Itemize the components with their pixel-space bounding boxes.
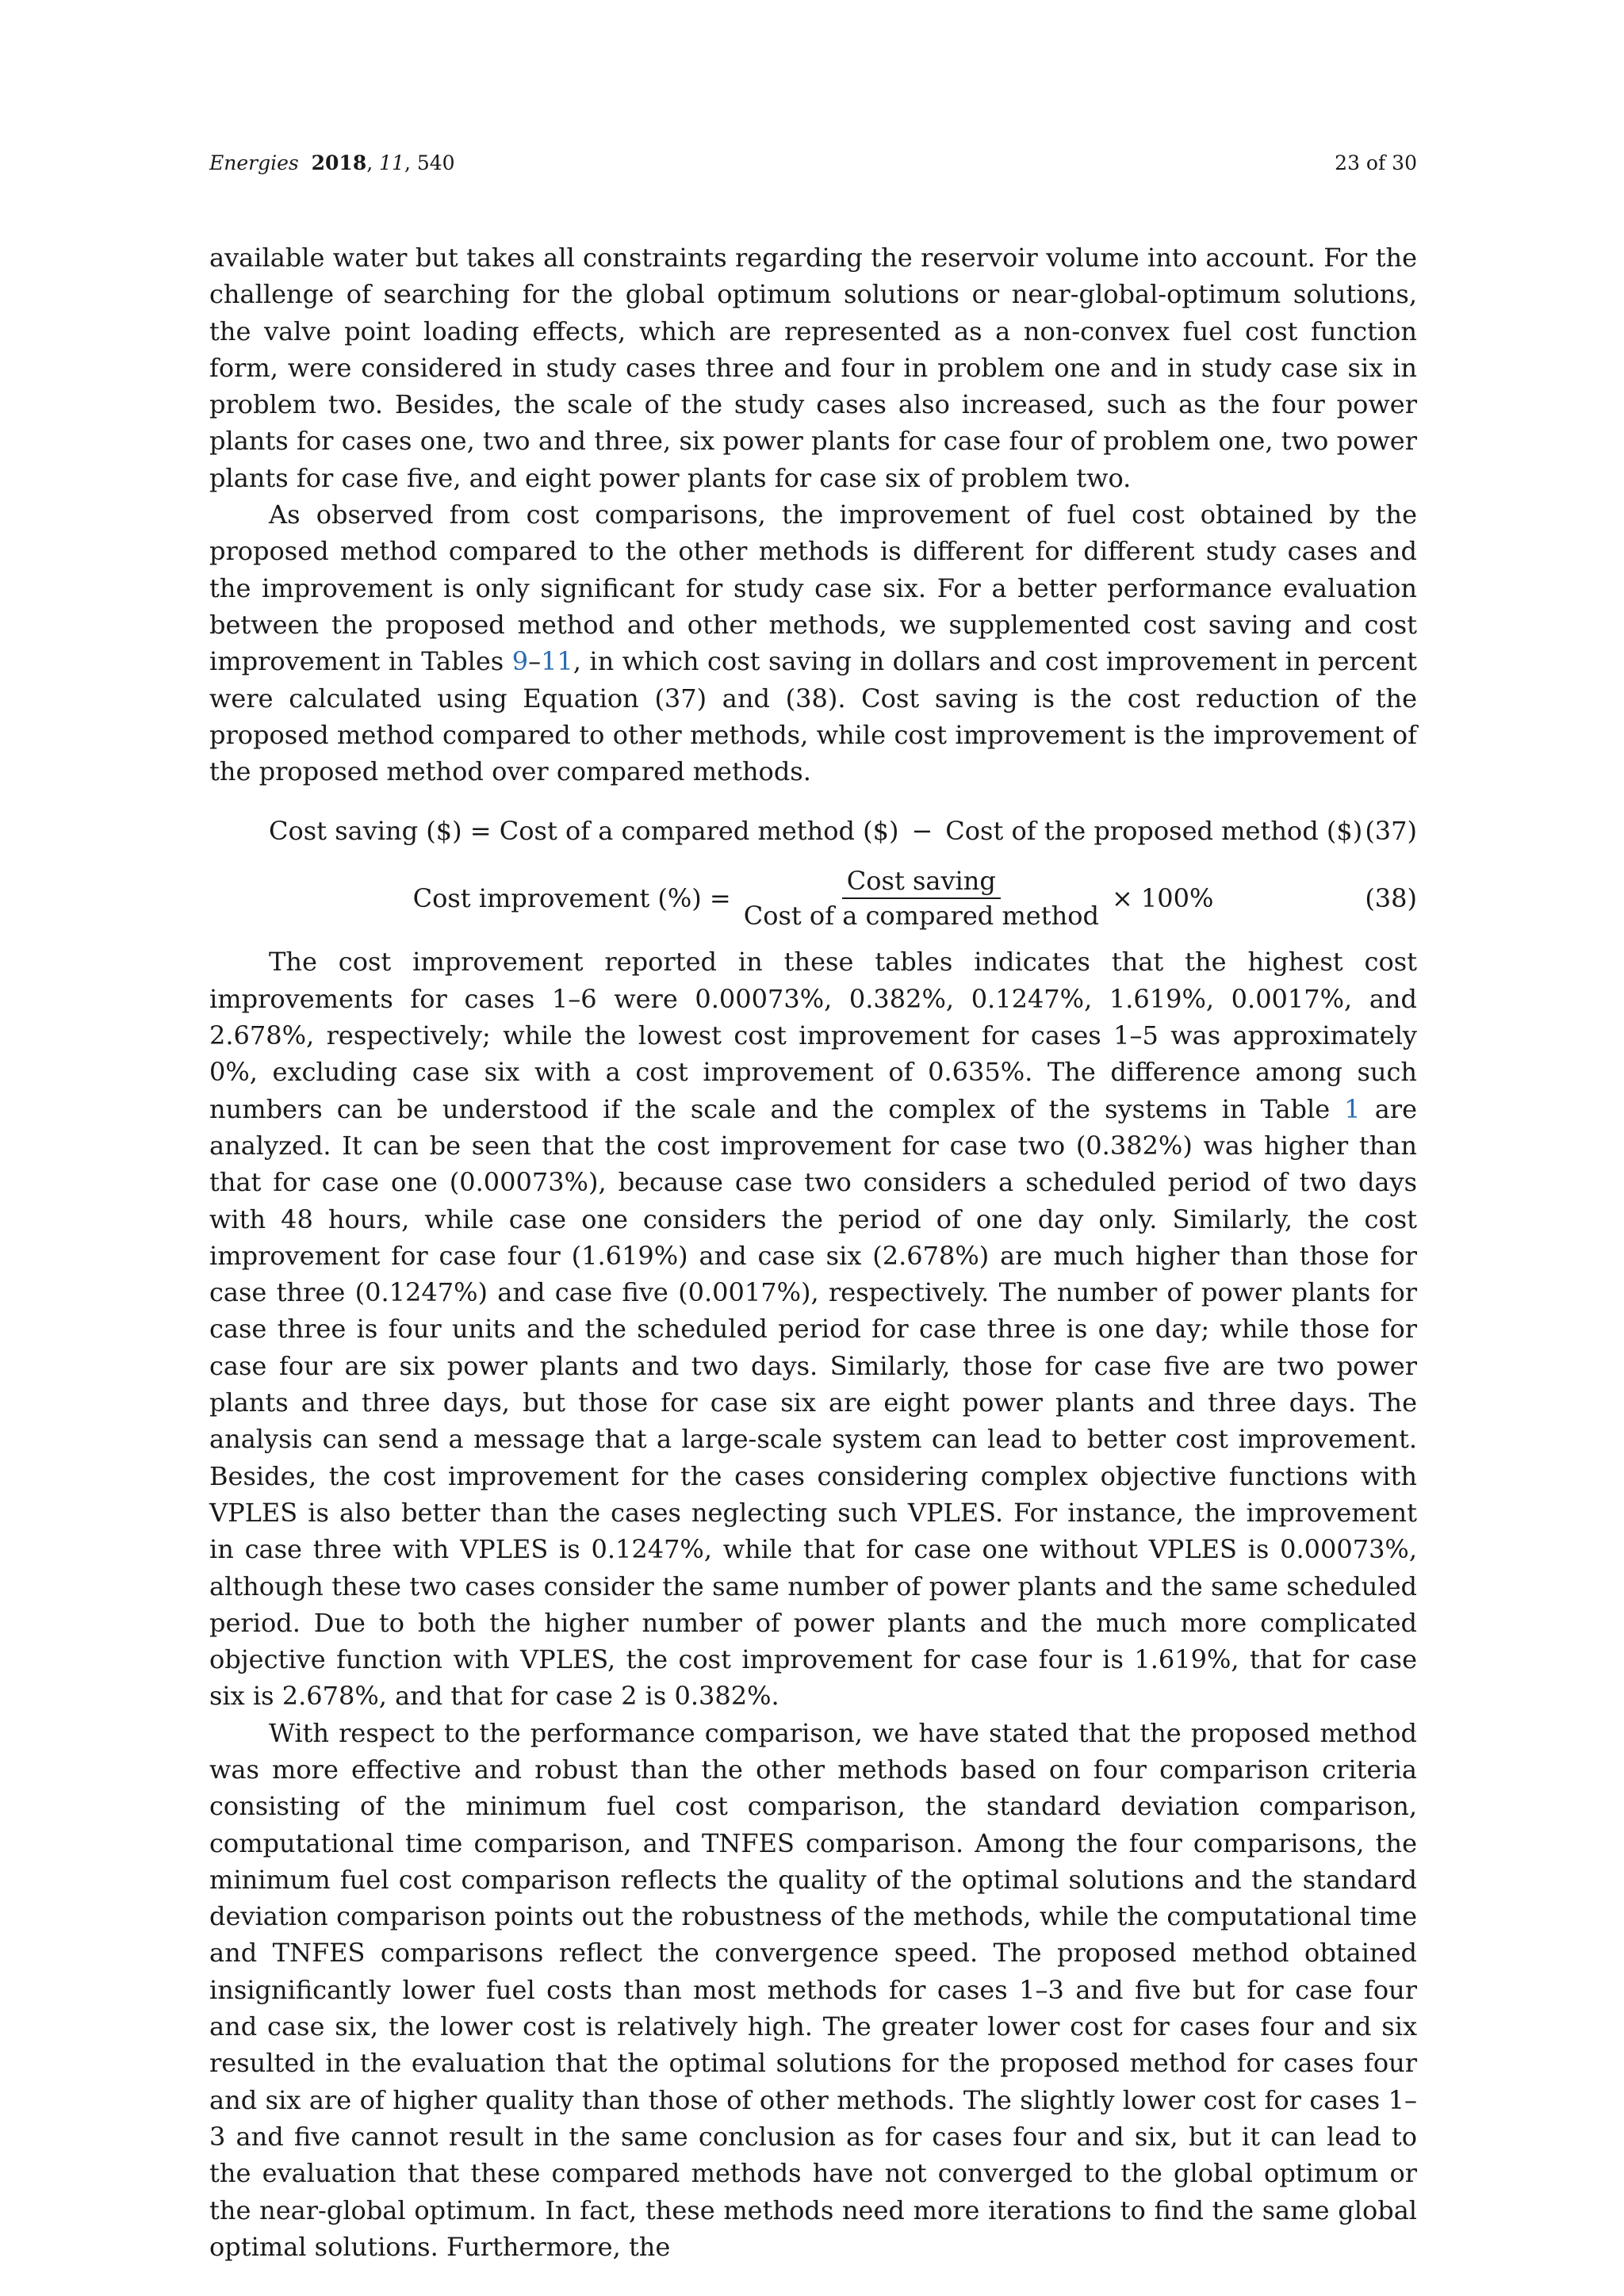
range-dash: – [528, 646, 542, 677]
citation: Energies 2018, 11, 540 [209, 151, 455, 174]
page-number: 23 of 30 [1335, 151, 1417, 174]
equation-38 [209, 864, 1417, 932]
table-1-link[interactable]: 1 [1344, 1093, 1361, 1124]
body-text [209, 239, 1417, 2265]
eq37-minus: − [911, 816, 933, 847]
equation-37 [209, 812, 1417, 850]
paragraph-4: With respect to the performance comparison, we have stated that the proposed method was more effective and robust than the other methods based on four comparison criteria consisting of the minimum fuel cost comparison, the standard deviation comparison, computational time comparison, and TNFES comparison. Among the four comparisons, the minimum fuel cost comparison reflects the quality of the optimal solutions and the standard deviation comparison points out the robustness of the methods, while the computational time and TNFES comparisons reflect the convergence speed. The proposed method obtained insignificantly lower fuel costs than most methods for cases 1–3 and five but for case four and case six, the lower cost is relatively high. The greater lower cost for cases four and six resulted in the evaluation that the optimal solutions for the proposed method for cases four and six are of higher quality than those of other methods. The slightly lower cost for cases 1–3 and five cannot result in the same conclusion as for cases four and six, but it can lead to the evaluation that these compared methods have not converged to the global optimum or the near-global optimum. In fact, these methods need more iterations to find the same global optimal solutions. Furthermore, the [209, 1717, 1417, 2262]
equation-37-expression [209, 813, 1362, 849]
eq37-term1: Cost of a compared method ($) [499, 816, 899, 847]
paragraph-1: available water but takes all constraints regarding the reservoir volume into account. For the challenge of searching for the global optimum solutions or near-global-optimum solutions, the valve point loading effects, which are represented as a non-convex fuel cost function form, were considered in study cases three and four in problem one and in study case six in problem two. Besides, the scale of the study cases also increased, such as the four power plants for cases one, two and three, six power plants for case four of problem one, two power plants for case five, and eight power plants for case six of problem two. [209, 243, 1417, 493]
table-11-link[interactable]: 11 [541, 646, 573, 677]
paragraph-3-text-a: The cost improvement reported in these tables indicates that the highest cost improvements for cases 1–6 were 0.00073%, 0.382%, 0.1247%, 1.619%, 0.0017%, and 2.678%, respectively; while the lowest cost improvement for cases 1–5 was approximately 0%, excluding case six with a cost improvement of 0.635%. The difference among such numbers can be understood if the scale and the complex of the systems in Table [209, 947, 1417, 1124]
paragraph-2-text-b: , in which cost saving in dollars and cost improvement in percent were calculated using Equation (37) and (38). Cost saving is the cost reduction of the proposed method compared to other methods, while cost improvement is the improvement of the proposed method over compared methods. [209, 646, 1418, 787]
running-header [209, 152, 1417, 174]
equation-38-number: (38) [1365, 883, 1417, 914]
paragraph-3-text-b: are analyzed. It can be seen that the cost improvement for case two (0.382%) was higher than that for case one (0.00073%), because case two considers a scheduled period of two days with 48 hours, while case one considers the period of one day only. Similarly, the cost improvement for case four (1.619%) and case six (2.678%) are much higher than those for case three (0.1247%) and case five (0.0017%), respectively. The number of power plants for case three is four units and the scheduled period for case three is one day; while those for case four are six power plants and two days. Similarly, those for case five are two power plants and three days, but those for case six are eight power plants and three days. The analysis can send a message that a large-scale system can lead to better cost improvement. Besides, the cost improvement for the cases considering complex objective functions with VPLES is also better than the cases neglecting such VPLES. For instance, the improvement in case three with VPLES is 0.1247%, while that for case one without VPLES is 0.00073%, although these two cases consider the same number of power plants and the same scheduled period. Due to both the higher number of power plants and the much more complicated objective function with VPLES, the cost improvement for case four is 1.619%, that for case six is 2.678%, and that for case 2 is 0.382%. [209, 1093, 1418, 1712]
eq38-fraction [739, 866, 1104, 931]
eq38-rhs: × 100% [1111, 883, 1214, 914]
eq37-term2: Cost of the proposed method ($) [945, 816, 1363, 847]
eq38-numerator: Cost saving [842, 866, 1001, 899]
table-9-link[interactable]: 9 [511, 646, 529, 677]
paragraph-3 [209, 943, 1417, 1714]
equation-37-number: (37) [1365, 816, 1417, 847]
paragraph-2-text-a: As observed from cost comparisons, the improvement of fuel cost obtained by the proposed method compared to the other methods is different for different study cases and the improvement is only significant for study case six. For a better performance evaluation between the proposed method and other methods, we supplemented cost saving and cost improvement in Tables [209, 499, 1417, 677]
article-number: , 540 [404, 151, 455, 174]
eq37-lhs: Cost saving ($) = [269, 816, 492, 847]
eq38-denominator: Cost of a compared method [743, 901, 1099, 932]
paragraph-2 [209, 496, 1417, 790]
eq38-lhs: Cost improvement (%) = [412, 883, 731, 914]
journal-year: 2018 [311, 151, 367, 174]
journal-volume: 11 [379, 151, 404, 174]
journal-name: Energies [209, 151, 299, 174]
